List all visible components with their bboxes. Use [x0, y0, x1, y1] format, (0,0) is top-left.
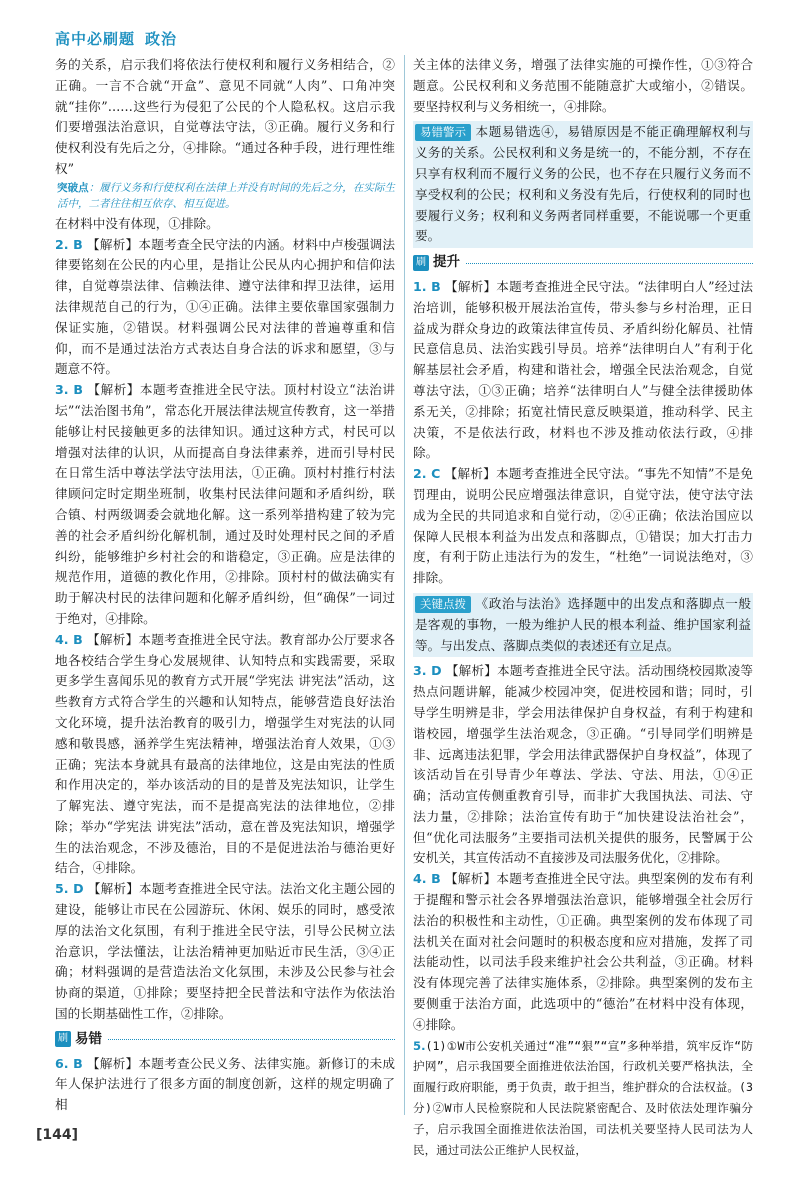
answer-text: 【解析】本题考查推进全民守法。“事先不知情”不是免罚理由，说明公民应增强法律意识，自觉守法，使守法守法成为全民的共同追求和自觉行动，②④正确；依法治国应以保障人民根本利益为出发点和落脚点，①错误；加大打击力度，有利于防止违法行为的发生，“杜绝”一词说法绝对，③排除。 — [413, 466, 753, 586]
answer-text: 【解析】本题考查推进全民守法。法治文化主题公园的建设，能够让市民在公园游玩、休闲、娱乐的同时，感受浓厚的法治文化氛围，有利于推进全民守法，引导公民树立法治意识，学法懂法，让法治精神更加贴近市民生活，③④正确；材料强调的是营造法治文化氛围，未涉及公民参与社会协商的渠道，①排除；要坚持把全民普法和守法作为依法治国的长期基础性工作，②排除。 — [55, 881, 395, 1022]
answer-5 — [55, 879, 395, 1025]
answer-number: 5. — [413, 1038, 426, 1053]
answer-number: 3. D — [413, 663, 442, 679]
error-warning-text: 本题易错选④，易错原因是不能正确理解权利与义务的关系。公民权利和义务是统一的，不能分割，不存在只享有权利而不履行义务的公民，也不存在只履行义务而不享受权利的公民；权利和义务没有先后，行使权利的同时也要履行义务；权利和义务两者同样重要，不能说哪一个更重要。 — [415, 124, 751, 244]
book-title: 高中必刷题 — [55, 30, 136, 48]
error-warning-box — [413, 121, 753, 248]
answer-t4 — [413, 869, 753, 1035]
answer-1-end: 在材料中没有体现，①排除。 — [55, 215, 219, 231]
answer-number: 1. B — [413, 278, 441, 294]
key-point-badge: 关键点拨 — [415, 596, 471, 613]
answer-text: (1)①W市公安机关通过“准”“狠”“宣”多种举措，筑牢反诈“防护网”，启示我国要全面推进依法治国，行政机关要严格执法，全面履行政府职能，勇于负责，敢于担当，维护群众的合法权益。(3分)②W市人民检察院和人民法院紧密配合、及时依法处理诈骗分子，启示我国全面推进依法治国，司法机关要坚持人民司法为人民，通过司法公正维护人民权益， — [413, 1038, 753, 1157]
answer-t1 — [413, 277, 753, 464]
answer-1-continued: 务的关系，启示我们将依法行使权利和履行义务相结合，②正确。一言不合就“开盒”、意见不同就“人肉”、口角冲突就“挂你”……这些行为侵犯了公民的个人隐私权。这启示我们要增强法治意识，自觉尊法守法，③正确。履行义务和行使权利没有先后之分，④排除。“通过各种手段，进行理性维权” — [55, 57, 395, 176]
answer-4 — [55, 630, 395, 880]
answer-number: 2. C — [413, 466, 441, 482]
answer-text: 【解析】本题考查全民守法的内涵。材料中卢梭强调法律要铭刻在公民的内心里，是指让公民从内心拥护和信仰法律，自觉尊崇法律、信赖法律、遵守法律和捍卫法律，运用法律规范自己的行为，①④正确。法律主要依靠国家强制力保证实施，②错误。材料强调公民对法律的普遍尊重和信仰，而不是通过法治方式表达自身合法的诉求和愿望，③与题意不符。 — [55, 236, 396, 377]
breakthrough-note: 突破点：履行义务和行使权利在法律上并没有时间的先后之分，在实际生活中，二者往往相互依存、相互促进。 — [57, 181, 396, 210]
column-divider — [404, 55, 405, 1115]
key-point-text: 《政治与法治》选择题中的出发点和落脚点一般是客观的事物，一般为维护人民的根本利益、维护国家利益等。与出发点、落脚点类似的表述还有立足点。 — [415, 595, 751, 653]
section-rule — [466, 262, 753, 264]
answer-number: 5. D — [55, 881, 84, 897]
left-column — [55, 55, 395, 1116]
answer-number: 4. B — [413, 871, 441, 887]
page-number: [144] — [36, 1127, 79, 1143]
answer-number: 6. B — [55, 1055, 83, 1071]
answer-6-continued: 关主体的法律义务，增强了法律实施的可操作性，①③符合题意。公民权利和义务范围不能随意扩大或缩小，②错误。要坚持权利与义务相统一，④排除。 — [413, 57, 753, 114]
answer-text: 【解析】本题考查推进全民守法。典型案例的发布有利于提醒和警示社会各界增强法治意识，能够增强全社会厉行法治的积极性和主动性，①正确。典型案例的发布体现了司法机关在面对社会问题时的积极态度和应对措施，发挥了司法能动性，以司法手段来维护社会公共利益，③正确。材料没有体现完善了法律实施体系，②排除。典型案例的发布主要侧重于法治方面，此选项中的“德治”在材料中没有体现，④排除。 — [413, 871, 754, 1032]
section-yicuo — [55, 1029, 395, 1050]
subject-title: 政治 — [145, 30, 178, 48]
section-title: 提升 — [433, 254, 460, 271]
page-header — [55, 28, 177, 49]
section-title: 易错 — [75, 1030, 102, 1047]
section-rule — [108, 1038, 395, 1040]
breakthrough-text: 履行义务和行使权利在法律上并没有时间的先后之分，在实际生活中，二者往往相互依存、相互促进。 — [57, 181, 396, 210]
brush-icon: 刷 — [413, 255, 429, 271]
answer-3 — [55, 380, 395, 630]
answer-number: 3. B — [55, 382, 84, 398]
answer-text: 【解析】本题考查推进全民守法。活动围绕校园欺凌等热点问题讲解，能减少校园冲突，促进校园和谐；同时，引导学生明辨是非，学会用法律保护自身权益，有利于构建和谐校园，增强学生法治观念，③正确。“引导同学们明辨是非、远离违法犯罪，学会用法律武器保护自身权益”，体现了该活动旨在引导青少年尊法、学法、守法、用法，①④正确；活动宣传侧重教育引导，而非扩大我国执法、司法、守法力量，②排除；法治宣传有助于“加快建设法治社会”，但“优化司法服务”主要指司法机关提供的服务，民警属于公安机关，其宣传活动不直接涉及司法服务优化，②排除。 — [413, 663, 753, 866]
answer-t2 — [413, 464, 753, 589]
brush-icon: 刷 — [55, 1031, 71, 1047]
answer-t5 — [413, 1036, 753, 1161]
answer-t3 — [413, 661, 753, 869]
right-column — [413, 55, 753, 1160]
key-point-box — [413, 593, 753, 657]
breakthrough-badge: 突破点 — [57, 181, 89, 194]
answer-6 — [55, 1054, 395, 1116]
answer-text: 【解析】本题考查推进全民守法。教育部办公厅要求各地各校结合学生身心发展规律、认知特点和实践需要，采取更多学生喜闻乐见的教育方式开展“学宪法 讲宪法”活动，这些教育方式符合学生的兴趣和认知特点，能够营造良好法治文化环境，提升法治教育的吸引力，增强学生对宪法的认同感和敬畏感，涵养学生宪法精神，增强法治育人效果，①③正确；宪法本身就具有最高的法律地位，这是由宪法的性质和作用决定的，举办该活动的目的是普及宪法知识，让学生了解宪法、遵守宪法，而不是提高宪法的法律地位，②排除；举办“学宪法 讲宪法”活动，意在普及宪法知识，增强学生的法治观念，不涉及德治，目的不是促进法治与德治更好结合，④排除。 — [55, 631, 396, 876]
error-warning-badge: 易错警示 — [415, 124, 471, 141]
answer-2 — [55, 235, 395, 381]
answer-text: 【解析】本题考查推进全民守法。“法律明白人”经过法治培训，能够积极开展法治宣传，带头参与乡村治理，正日益成为群众身边的政策法律宣传员、矛盾纠纷化解员、社情民意信息员、法治实践引导员。培养“法律明白人”有利于化解基层社会矛盾，构建和谐社会，增强全民法治观念，自觉尊法守法，①③正确；培养“法律明白人”与健全法律援助体系无关，②排除；拓宽社情民意反映渠道，推动科学、民主决策，不是依法行政，材料也不涉及推动依法行政，④排除。 — [413, 278, 753, 461]
answer-number: 4. B — [55, 631, 83, 647]
answer-number: 2. B — [55, 236, 83, 252]
section-tisheng — [413, 252, 753, 273]
answer-text: 【解析】本题考查公民义务、法律实施。新修订的未成年人保护法进行了很多方面的制度创新，这样的规定明确了相 — [55, 1055, 396, 1113]
answer-text: 【解析】本题考查推进全民守法。顶村村设立“法治讲坛”“法治图书角”，常态化开展法律法规宣传教育，这一举措能够让村民接触更多的法律知识。通过这种方式，村民可以增强对法律的认识，从而提高自身法律素养，进而引导村民在日常生活中尊法学法守法用法，①正确。顶村村推行村法律顾问定时定期坐班制，收集村民法律问题和矛盾纠纷，联合镇、村两级调委会就地化解。这一系列举措构建了较为完善的社会矛盾纠纷化解机制，通过及时处理村民之间的矛盾纠纷，能够维护乡村社会的和谐稳定，③正确。应是法律的规范作用，道德的教化作用，②排除。顶村村的做法确实有助于解决村民的法律问题和化解矛盾纠纷，但“确保”一词过于绝对，④排除。 — [55, 382, 395, 626]
